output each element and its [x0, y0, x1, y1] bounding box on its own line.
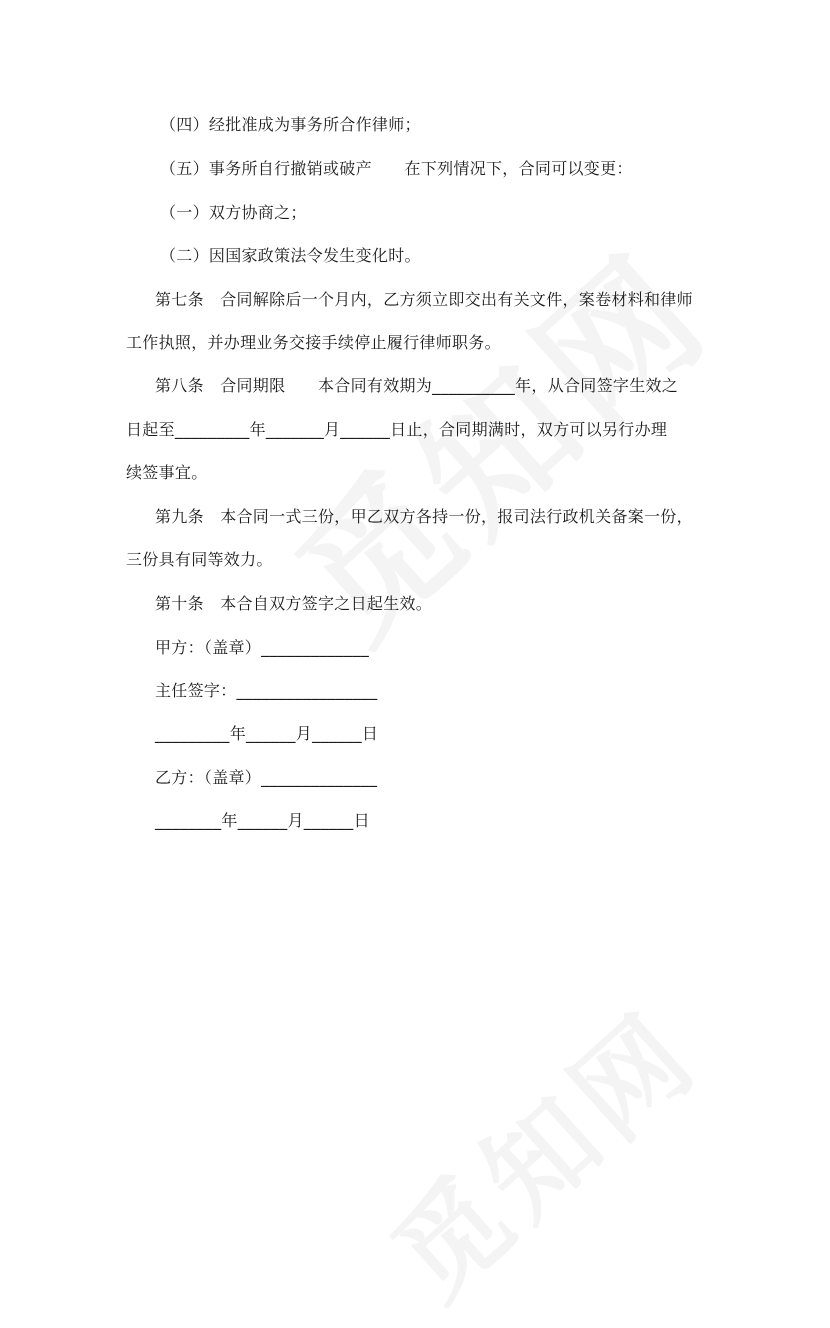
director-signature: 主任签字：_________________ — [155, 681, 378, 700]
clause-item-4: （四）经批准成为事务所合作律师； — [160, 115, 421, 134]
change-condition-2: （二）因国家政策法令发生变化时。 — [160, 246, 421, 265]
party-a-seal: 甲方：（盖章）_____________ — [155, 638, 369, 657]
clause-item-5: （五）事务所自行撤销或破产 在下列情况下，合同可以变更： — [160, 159, 633, 178]
article-8: 第八条 合同期限 本合同有效期为__________年，从合同签字生效之 — [155, 376, 679, 395]
party-a-date: _________年______月______日 — [155, 724, 379, 743]
article-9-cont: 三份具有同等效力。 — [126, 550, 273, 569]
article-10: 第十条 本合自双方签字之日起生效。 — [155, 594, 433, 613]
party-b-seal: 乙方：（盖章）______________ — [155, 768, 378, 787]
article-8-cont-2: 续签事宜。 — [126, 463, 208, 482]
watermark — [353, 970, 726, 1328]
article-9: 第九条 本合同一式三份，甲乙双方各持一份，报司法行政机关备案一份， — [155, 507, 693, 526]
article-8-cont: 日起至_________年_______月______日止，合同期满时，双方可以另行办理 — [126, 420, 668, 439]
party-b-date: ________年______月______日 — [155, 811, 370, 830]
article-7: 第七条 合同解除后一个月内，乙方须立即交出有关文件，案卷材料和律师 — [155, 290, 693, 309]
change-condition-1: （一）双方协商之； — [160, 203, 307, 222]
article-7-cont: 工作执照，并办理业务交接手续停止履行律师职务。 — [126, 333, 501, 352]
